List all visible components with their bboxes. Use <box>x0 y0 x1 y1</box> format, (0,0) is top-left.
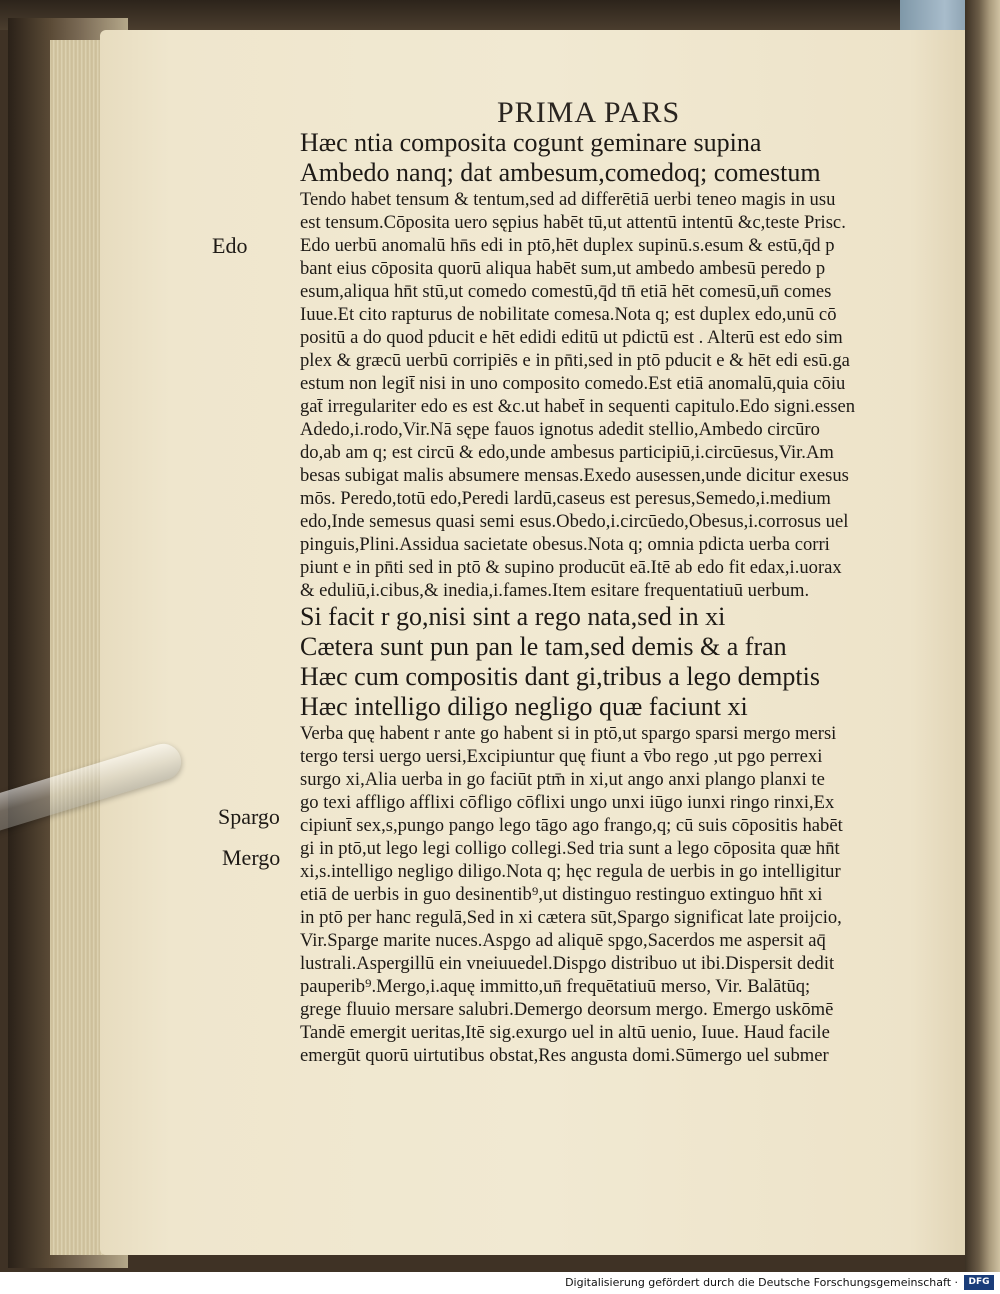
commentary-line: go texi affligo afflixi cōfligo cōflixi ungo unxi iūgo iunxi ringo rinxi,Ex <box>300 792 835 813</box>
verse-line: Hæc ntia composita cogunt geminare supina <box>300 128 762 157</box>
scan-top-background <box>0 0 1000 30</box>
running-head: PRIMA PARS <box>497 96 681 129</box>
commentary-line: surgo xi,Alia uerba in go faciūt ptm̄ in xi,ut ango anxi plango planxi te <box>300 769 825 790</box>
commentary-line: bant eius cōposita quorū aliqua habēt sum,ut ambedo ambesū peredo p <box>300 258 826 279</box>
commentary-line: Verba quę habent r ante go habent si in ptō,ut spargo sparsi mergo mersi <box>300 723 837 744</box>
marginal-note-mergo: Mergo <box>222 845 281 870</box>
commentary-line: mōs. Peredo,totū edo,Peredi lardū,caseus est peresus,Semedo,i.medium <box>300 488 831 509</box>
verse-line: Si facit r go,nisi sint a rego nata,sed in xi <box>300 602 726 631</box>
commentary-line: lustrali.Aspergillū ein vneiuuedel.Dispgo distribuo ut ibi.Dispersit dedit <box>300 953 835 974</box>
commentary-line: cipiunt̄ sex,s,pungo pango lego tāgo ago frango,q; cū suis cōpositis habēt <box>300 815 843 836</box>
funding-credit: Digitalisierung gefördert durch die Deutsche Forschungsgemeinschaft · <box>565 1276 958 1289</box>
commentary-line: estum non legit̄ nisi in uno composito comedo.Est etiā anomalū,quia cōiu <box>300 373 846 394</box>
commentary-line: pinguis,Plini.Assidua sacietate obesus.Nota q; omnia pdicta uerba corri <box>300 534 830 555</box>
commentary-line: plex & græcū uerbū corripiēs e in pn̄ti,sed in ptō pducit e & hēt edi esū.ga <box>300 350 850 371</box>
commentary-line: tergo tersi uergo uersi,Excipiuntur quę fiunt a v̄bo rego ,ut pgo perrexi <box>300 746 823 767</box>
commentary-line: piunt e in pn̄ti sed in ptō & supino producūt eā.Itē ab edo fit edax,i.uorax <box>300 557 842 578</box>
commentary-line: Tendo habet tensum & tentum,sed ad differētiā uerbi teneo magis in usu <box>300 189 836 210</box>
commentary-line: xi,s.intelligo negligo diligo.Nota q; hęc regula de uerbis in go intelligitur <box>300 861 841 882</box>
commentary-line: Iuue.Et cito rapturus de nobilitate comesa.Nota q; est duplex edo,unū cō <box>300 304 837 325</box>
page-body-text <box>300 128 930 1067</box>
commentary-line: do,ab am q; est circū & edo,unde ambesus participiū,i.circūesus,Vir.Am <box>300 442 834 463</box>
commentary-line: Adedo,i.rodo,Vir.Nā sępe fauos ignotus adedit stellio,Ambedo circūro <box>300 419 820 440</box>
commentary-line: est tensum.Cōposita uero sępius habēt tū,ut attentū intentū &c,teste Prisc. <box>300 212 846 233</box>
commentary-line: Tandē emergit ueritas,Itē sig.exurgo uel in altū uenio, Iuue. Haud facile <box>300 1022 830 1043</box>
dfg-logo-icon: DFG <box>964 1275 994 1290</box>
commentary-line: etiā de uerbis in guo desinentib⁹,ut distinguo restinguo extinguo hn̄t xi <box>300 884 823 905</box>
commentary-line: positū a do quod pducit e hēt edidi editū ut pdictū est . Alterū est edo sim <box>300 327 843 348</box>
commentary-line: Edo uerbū anomalū hn̄s edi in ptō,hēt duplex supinū.s.esum & estū,q̄d p <box>300 235 835 256</box>
marginal-note-edo: Edo <box>212 233 248 258</box>
commentary-line: pauperib⁹.Mergo,i.aquę immitto,un̄ frequētatiuū merso, Vir. Balātūq; <box>300 976 811 997</box>
commentary-line: edo,Inde semesus quasi semi esus.Obedo,i.circūedo,Obesus,i.corrosus uel <box>300 511 849 532</box>
verse-line: Hæc intelligo diligo negligo quæ faciunt xi <box>300 692 748 721</box>
commentary-line: esum,aliqua hn̄t stū,ut comedo comestū,q̄d tn̄ etiā hēt comesū,un̄ comes <box>300 281 832 302</box>
commentary-line: gi in ptō,ut lego legi colligo collegi.Sed tria sunt a lego cōposita quæ hn̄t <box>300 838 840 859</box>
facing-page-edge <box>965 0 1000 1272</box>
marginal-note-spargo: Spargo <box>218 804 280 829</box>
commentary-line: grege fluuio mersare salubri.Demergo deorsum mergo. Emergo uskōmē <box>300 999 834 1020</box>
verse-line: Cætera sunt pun pan le tam,sed demis & a fran <box>300 632 787 661</box>
verse-line: Ambedo nanq; dat ambesum,comedoq; comestum <box>300 158 821 187</box>
commentary-line: emergūt quorū uirtutibus obstat,Res angusta domi.Sūmergo uel submer <box>300 1045 829 1066</box>
commentary-line: & eduliū,i.cibus,& inedia,i.fames.Item esitare frequentatiuū uerbum. <box>300 580 810 601</box>
commentary-line: Vir.Sparge marite nuces.Aspgo ad aliquē spgo,Sacerdos me aspersit aq̄ <box>300 930 826 951</box>
commentary-line: gat̄ irregulariter edo es est &c.ut habet̄ in sequenti capitulo.Edo signi.essen <box>300 396 856 417</box>
commentary-line: besas subigat malis absumere mensas.Exedo ausessen,unde dicitur exesus <box>300 465 849 486</box>
verse-line: Hæc cum compositis dant gi,tribus a lego demptis <box>300 662 820 691</box>
commentary-line: in ptō per hanc regulā,Sed in xi cætera sūt,Spargo significat late proijcio, <box>300 907 842 928</box>
footer-bar <box>0 1272 1000 1294</box>
